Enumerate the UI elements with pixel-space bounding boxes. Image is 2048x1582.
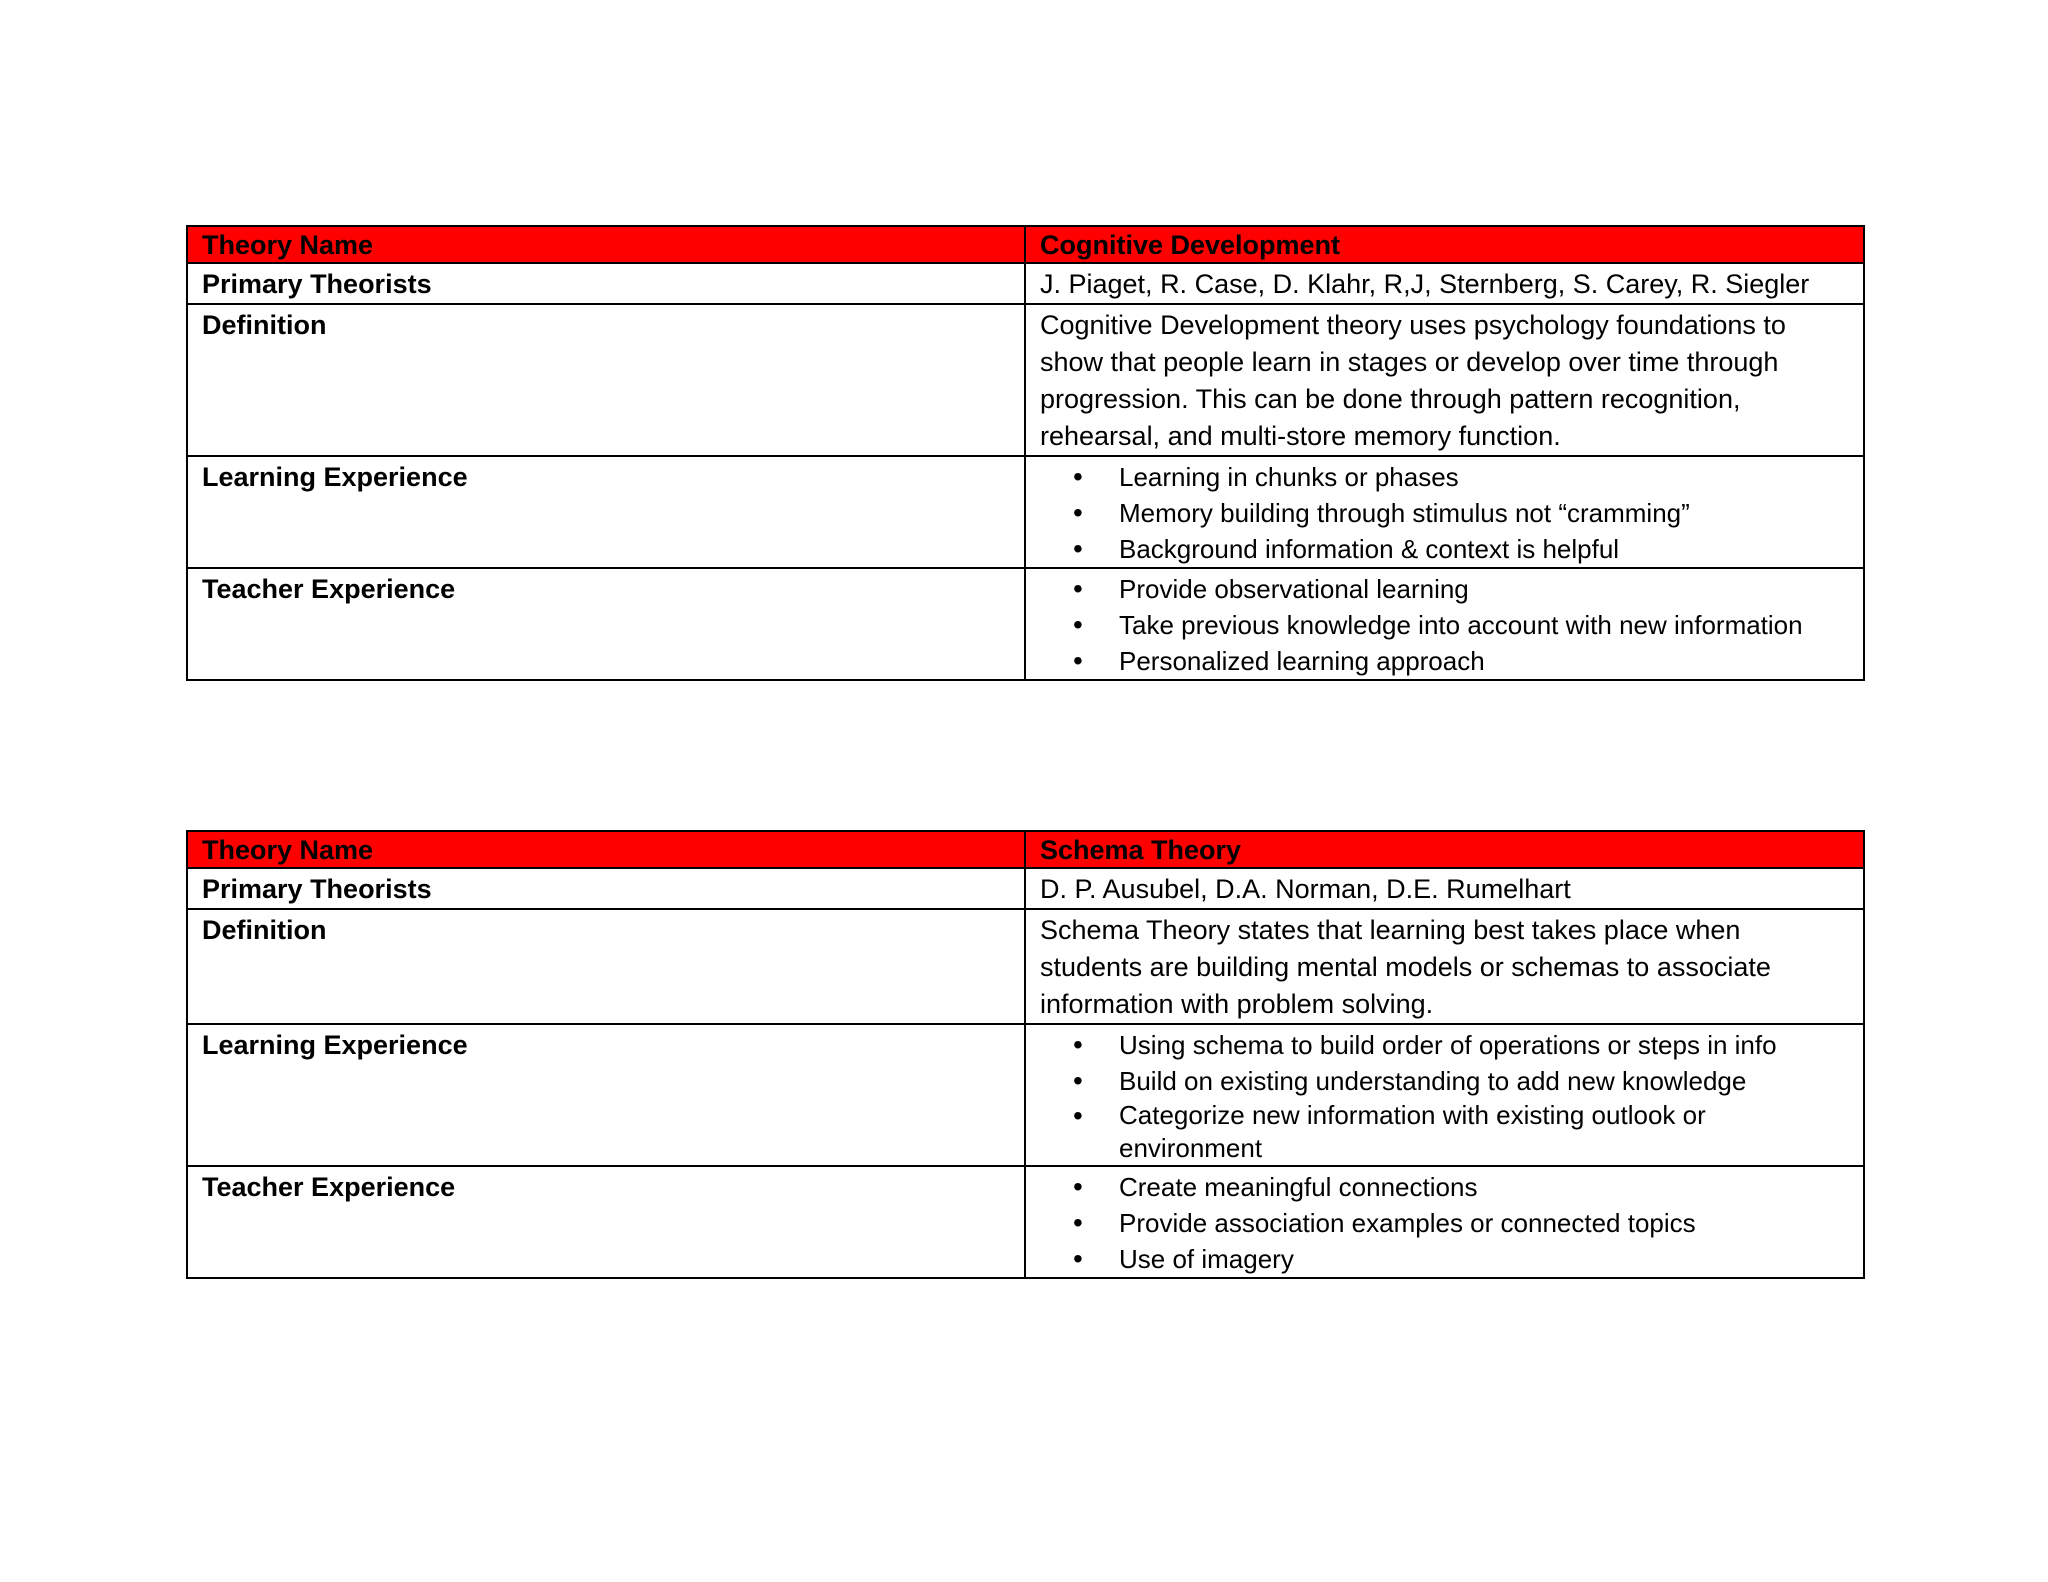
primary-theorists-value: D. P. Ausubel, D.A. Norman, D.E. Rumelhart <box>1025 868 1864 909</box>
learning-experience-list <box>1040 459 1849 567</box>
learning-experience-row <box>187 456 1864 568</box>
definition-label: Definition <box>187 304 1025 456</box>
learning-experience-row <box>187 1024 1864 1166</box>
teacher-experience-list <box>1040 571 1849 679</box>
teacher-experience-label: Teacher Experience <box>187 1166 1025 1278</box>
list-item: • Use of imagery <box>1119 1241 1849 1277</box>
primary-theorists-label: Primary Theorists <box>187 263 1025 304</box>
primary-theorists-label: Primary Theorists <box>187 868 1025 909</box>
theory-table-cognitive-development <box>186 225 1865 681</box>
theory-name-label: Theory Name <box>187 831 1025 868</box>
list-item: • Learning in chunks or phases <box>1119 459 1849 495</box>
teacher-experience-row <box>187 1166 1864 1278</box>
learning-experience-cell <box>1025 1024 1864 1166</box>
list-item: • Provide association examples or connected topics <box>1119 1205 1849 1241</box>
primary-theorists-row <box>187 263 1864 304</box>
list-item: • Categorize new information with existing outlook or environment <box>1119 1099 1849 1165</box>
theory-name-value: Schema Theory <box>1025 831 1864 868</box>
teacher-experience-list <box>1040 1169 1849 1277</box>
list-item: • Memory building through stimulus not “cramming” <box>1119 495 1849 531</box>
teacher-experience-label: Teacher Experience <box>187 568 1025 680</box>
list-item: • Take previous knowledge into account with new information <box>1119 607 1849 643</box>
learning-experience-label: Learning Experience <box>187 1024 1025 1166</box>
list-item: • Provide observational learning <box>1119 571 1849 607</box>
list-item: • Background information & context is helpful <box>1119 531 1849 567</box>
list-item: • Personalized learning approach <box>1119 643 1849 679</box>
teacher-experience-row <box>187 568 1864 680</box>
primary-theorists-row <box>187 868 1864 909</box>
list-item: • Using schema to build order of operations or steps in info <box>1119 1027 1849 1063</box>
learning-experience-list <box>1040 1027 1849 1165</box>
definition-row <box>187 909 1864 1024</box>
teacher-experience-cell <box>1025 1166 1864 1278</box>
definition-value: Cognitive Development theory uses psychology foundations to show that people learn in stages or develop over time through progression. This can be done through pattern recognition, rehearsal, and multi-store memory function. <box>1025 304 1864 456</box>
table-header-row <box>187 226 1864 263</box>
primary-theorists-value: J. Piaget, R. Case, D. Klahr, R,J, Sternberg, S. Carey, R. Siegler <box>1025 263 1864 304</box>
teacher-experience-cell <box>1025 568 1864 680</box>
table-header-row <box>187 831 1864 868</box>
learning-experience-cell <box>1025 456 1864 568</box>
definition-row <box>187 304 1864 456</box>
theory-table-schema-theory <box>186 830 1865 1279</box>
definition-label: Definition <box>187 909 1025 1024</box>
theory-name-label: Theory Name <box>187 226 1025 263</box>
list-item: • Create meaningful connections <box>1119 1169 1849 1205</box>
learning-experience-label: Learning Experience <box>187 456 1025 568</box>
list-item: • Build on existing understanding to add new knowledge <box>1119 1063 1849 1099</box>
definition-value: Schema Theory states that learning best takes place when students are building mental models or schemas to associate information with problem solving. <box>1025 909 1864 1024</box>
theory-name-value: Cognitive Development <box>1025 226 1864 263</box>
